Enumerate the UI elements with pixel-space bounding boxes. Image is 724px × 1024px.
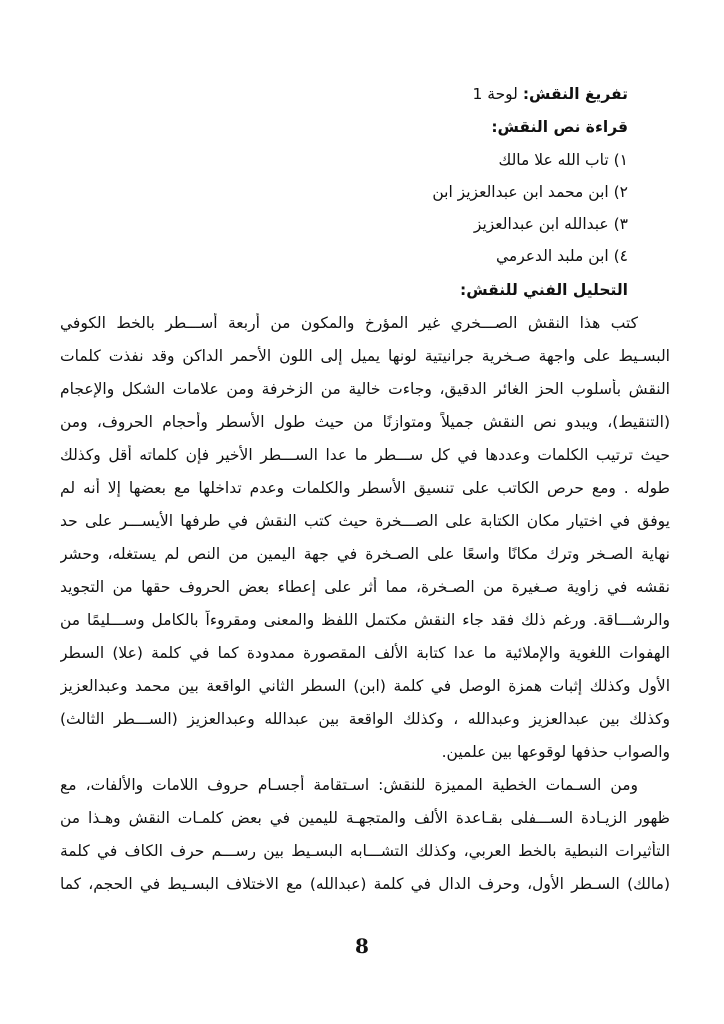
- paragraph-1-line: طوله . ومع حرص الكاتب على تنسيق الأسطر والكلمات وعدم تداخلها مع بعضها إلا أنه لم: [60, 479, 670, 497]
- document-page: [60, 84, 670, 944]
- inscription-line-4: ٤) ابن ملبد الدعرمي: [495, 247, 628, 265]
- paragraph-1-line: وكذلك بين عبدالعزيز وعبدالله ، وكذلك الواقعة بين عبدالله وعبدالعزيز (الســـطر الثالث): [60, 710, 670, 728]
- paragraph-1-line: الأول وكذلك إثبات همزة الوصل في كلمة (ابن) السطر الثاني الواقعة بين محمد وعبدالعزيز: [60, 677, 670, 695]
- paragraph-1-line: الهفوات اللغوية والإملائية ما عدا كتابة الألف المقصورة ممدودة كما في كلمة (علا) السطر: [60, 644, 670, 662]
- inscription-line-1: ١) تاب الله علا مالك: [498, 151, 628, 169]
- heading-analysis: التحليل الفني للنقش:: [460, 281, 628, 299]
- paragraph-2-line: (مالك) السـطر الأول، وحرف الدال في كلمة (عبدالله) مع الاختلاف البسـيط في الحجم، كما: [60, 875, 670, 893]
- paragraph-1-line: النقش بأسلوب الحز الغائر الدقيق، وجاءت خالية من الزخرفة ومن علامات الشكل والإعجام: [60, 380, 670, 398]
- paragraph-1-line: نقشه في زاوية صـغيرة من الصـخرة، مما أثر على إعطاء بعض الحروف حقها من التجويد: [60, 578, 670, 596]
- paragraph-1-line: كتب هذا النقش الصـــخري غير المؤرخ والمكون من أربعة أســـطر بالخط الكوفي: [60, 314, 638, 332]
- paragraph-1-line: البسـيط على واجهة صـخرية جرانيتية لونها يميل إلى اللون الأحمر الداكن وقد نفذت كلمات: [60, 347, 670, 365]
- paragraph-1-line: (التنقيط)، ويبدو نص النقش جميلاً ومتوازنًا من حيث طول الأسطر وأحجام الحروف، ومن: [60, 413, 670, 431]
- paragraph-2-line: ومن السـمات الخطية المميزة للنقش: اسـتقامة أجسـام حروف اللامات والألفات، مع: [60, 776, 638, 794]
- paragraph-1-line: يوفق في اختيار مكان الكتابة على الصـــخرة حيث كتب النقش في طرفها الأيســـر على حد: [60, 512, 670, 530]
- inscription-line-2: ٢) ابن محمد ابن عبدالعزيز ابن: [432, 183, 628, 201]
- heading-reading: قراءة نص النقش:: [491, 118, 628, 136]
- paragraph-1-line: والرشـــاقة. ورغم ذلك فقد جاء النقش مكتمل اللفظ والمعنى ومقروءاً بالكامل وســـليمًا من: [60, 611, 670, 629]
- paragraph-1-last-line: والصواب حذفها لوقوعها بين علمين.: [441, 743, 670, 761]
- paragraph-1-line: حيث ترتيب الكلمات وعددها في كل ســـطر ما عدا الســـطر الأخير فإن كلماته أقل وكذلك: [60, 446, 670, 464]
- paragraph-2-line: التأثيرات النبطية بالخط العربي، وكذلك التشـــابه البسـيط بين رســـم حرف الكاف في كلمة: [60, 842, 670, 860]
- inscription-line-3: ٣) عبدالله ابن عبدالعزيز: [473, 215, 628, 233]
- heading-transcription-label: تفريغ النقش:: [522, 85, 628, 103]
- paragraph-2-line: ظهور الزيـادة الســـفلى بقـاعدة الألف والمتجهـة لليمين في بعض كلمـات النقش وهـذا من: [60, 809, 670, 827]
- heading-transcription-value: لوحة 1: [472, 85, 523, 103]
- page-number: 8: [355, 934, 369, 958]
- paragraph-1-line: نهاية الصـخر وترك مكانًا واسعًا على الصـخرة في جهة اليمين من النص لم يستغله، وحشر: [60, 545, 670, 563]
- heading-transcription: [60, 84, 628, 104]
